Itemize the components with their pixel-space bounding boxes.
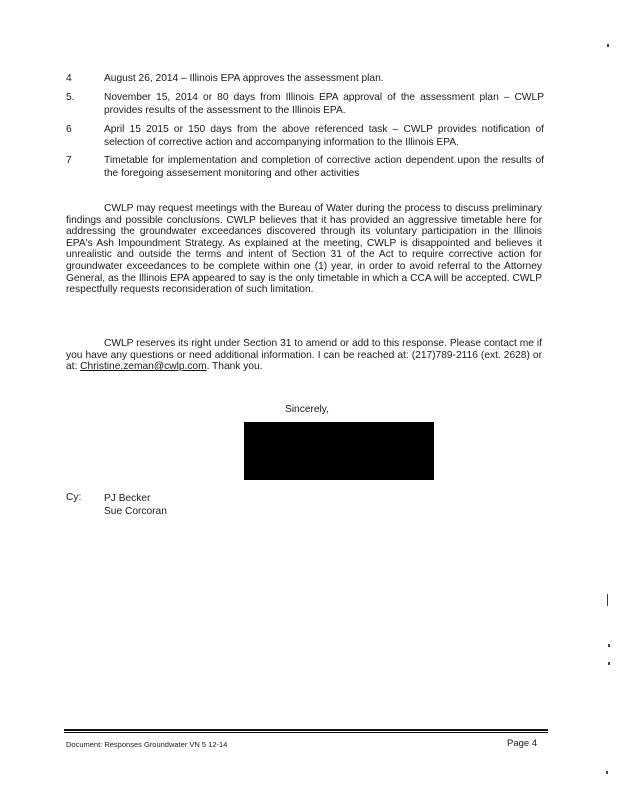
scan-speck (608, 644, 610, 647)
list-number: 5. (66, 92, 75, 103)
paragraph-text: . Thank you. (206, 361, 263, 373)
scan-speck (607, 594, 608, 606)
paragraph-text: CWLP may request meetings with the Bureau of Water during the process to discuss preliminary findings and possible conclusions. CWLP believes that it has provided an aggressive timetable here for addressing the groundwater exceedances discovered through its voluntary participation in the Illinois EPA's Ash Impoundment Strategy. As explained at the meeting, CWLP is disappointed and believes it unrealistic and outside the terms and intent of Section 31 of the Act to require corrective action for groundwater exceedances to be complete within one (1) year, in order to avoid referral to the Attorney General, as the Illinois EPA appeared to say is the only timetable in which a CCA will be accepted. CWLP respectfully requests reconsideration of such limitation. (66, 203, 542, 296)
list-number: 4 (66, 73, 72, 84)
body-paragraph (66, 203, 542, 296)
redacted-signature (244, 422, 434, 480)
footer-page-number: Page 4 (507, 738, 538, 749)
scan-speck (606, 771, 608, 774)
contact-paragraph (66, 338, 542, 373)
scan-speck (607, 44, 609, 47)
footer-rule (64, 729, 548, 733)
list-text: Timetable for implementation and completion of corrective action dependent upon the results of the foregoing assesement monitoring and other activities (104, 155, 544, 179)
paragraph-text: CWLP reserves its right under Section 31 to amend or add to this response. Please contact me if you have any questions or need additional information. I can be reached at: (217)789-2116 (ext. 2628) or at: (66, 338, 542, 373)
footer-document-name: Document: Responses Groundwater VN 5 12-14 (66, 740, 228, 749)
cc-name: PJ Becker (104, 493, 151, 504)
cc-label: Cy: (66, 492, 82, 503)
cc-name: Sue Corcoran (104, 506, 167, 517)
cc-list (104, 492, 167, 518)
list-number: 6 (66, 124, 72, 135)
list-text: April 15 2015 or 150 days from the above referenced task – CWLP provides notification of selection of corrective action and accompanying information to the Illinois EPA. (104, 124, 544, 148)
closing: Sincerely, (285, 404, 329, 415)
email-link[interactable]: Christine.zeman@cwlp.com (80, 361, 207, 373)
list-number: 7 (66, 155, 72, 166)
scan-speck (608, 662, 610, 665)
list-text: November 15, 2014 or 80 days from Illinois EPA approval of the assessment plan – CWLP provides results of the assessment to the Illinois EPA. (104, 92, 544, 116)
list-text: August 26, 2014 – Illinois EPA approves the assessment plan. (104, 73, 384, 84)
